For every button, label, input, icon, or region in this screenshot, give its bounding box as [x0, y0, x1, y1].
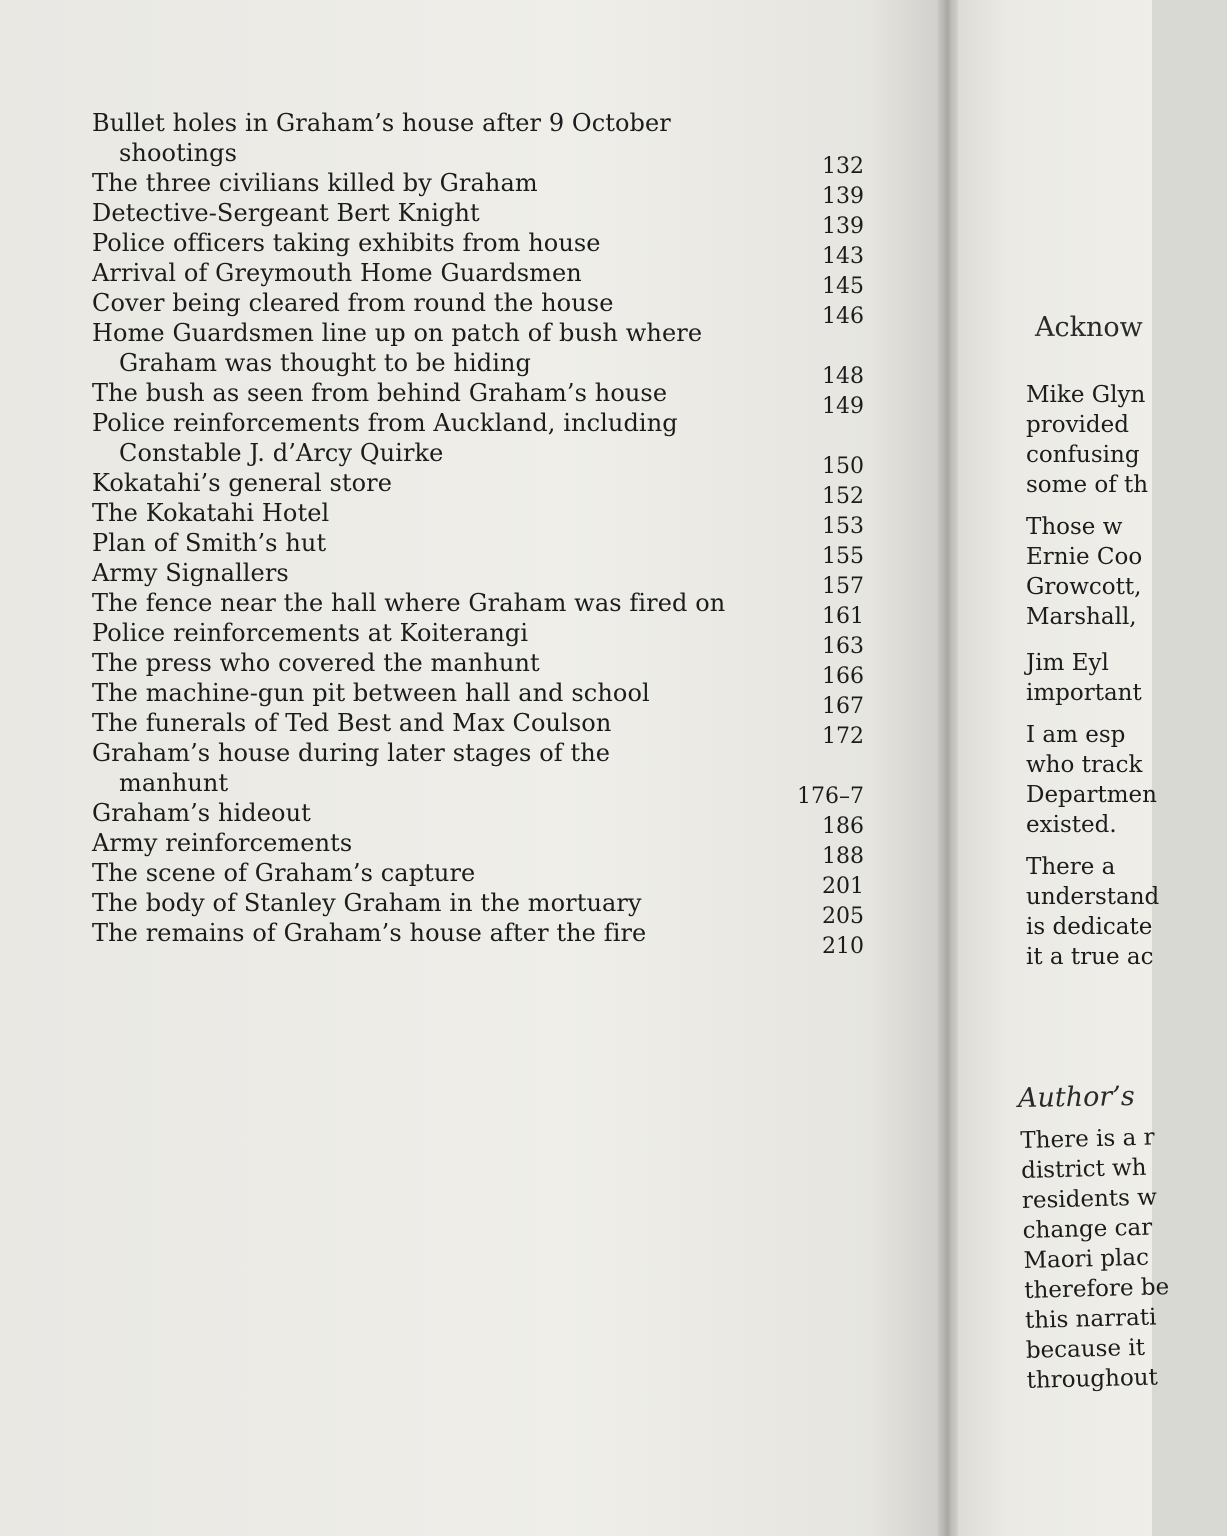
illustration-entry [92, 168, 872, 209]
paragraph-line: There is a r [1020, 1124, 1155, 1154]
illustration-entry [92, 468, 872, 509]
acknowledgement-paragraph [1026, 720, 1226, 840]
page-number: 176–7 [797, 784, 864, 809]
illustration-caption-line: The body of Stanley Graham in the mortuary [92, 889, 642, 917]
illustration-caption-line: Plan of Smith’s hut [92, 529, 327, 557]
paragraph-line: it a true ac [1026, 944, 1154, 970]
paragraph-line: Those w [1026, 514, 1123, 540]
illustration-caption-line: Kokatahi’s general store [92, 469, 393, 497]
paragraph-line: Departmen [1026, 782, 1157, 808]
page-number: 155 [822, 544, 864, 569]
illustration-caption-line: Home Guardsmen line up on patch of bush where [92, 319, 703, 347]
paragraph-line: Jim Eyl [1026, 650, 1109, 676]
illustration-caption-line: Graham’s house during later stages of the [92, 739, 611, 767]
illustration-caption-line: shootings [119, 139, 238, 167]
illustration-caption-line: The three civilians killed by Graham [92, 169, 538, 197]
illustration-caption-line: Cover being cleared from round the house [92, 289, 614, 317]
paragraph-line: I am esp [1026, 722, 1126, 748]
illustration-entry [92, 198, 872, 239]
page-number: 157 [822, 574, 864, 599]
illustrations-list [92, 108, 872, 959]
authors-note-paragraph [1020, 1121, 1227, 1396]
paragraph-line: important [1026, 680, 1142, 706]
page-number: 167 [822, 694, 864, 719]
page-number: 152 [822, 484, 864, 509]
page-number: 172 [822, 724, 864, 749]
illustration-caption-line: Arrival of Greymouth Home Guardsmen [92, 259, 582, 287]
paragraph-line: Ernie Coo [1026, 544, 1143, 570]
paragraph-line: therefore be [1023, 1274, 1170, 1304]
illustration-entry [92, 858, 872, 899]
paragraph-line: existed. [1026, 812, 1117, 838]
illustration-entry [92, 588, 872, 629]
illustration-caption-line: Army reinforcements [92, 829, 353, 857]
paragraph-line: Marshall, [1026, 604, 1137, 630]
paragraph-line: because it [1025, 1334, 1146, 1364]
illustration-caption-line: Police reinforcements at Koiterangi [92, 619, 529, 647]
illustration-caption-line: Graham’s hideout [92, 799, 311, 827]
page-number: 161 [822, 604, 864, 629]
illustration-entry [92, 378, 872, 419]
illustration-caption-line: The remains of Graham’s house after the fire [92, 919, 647, 947]
page-number: 166 [822, 664, 864, 689]
illustration-entry [92, 648, 872, 689]
illustration-entry [92, 618, 872, 659]
illustration-caption-line: Detective-Sergeant Bert Knight [92, 199, 480, 227]
paragraph-line: confusing [1026, 442, 1140, 468]
page-number: 163 [822, 634, 864, 659]
page-number: 150 [822, 454, 864, 479]
page-number: 210 [822, 934, 864, 959]
paragraph-line: throughout [1026, 1364, 1159, 1394]
illustration-caption-line: The bush as seen from behind Graham’s house [92, 379, 668, 407]
illustration-caption-line: Graham was thought to be hiding [119, 349, 532, 377]
page-number: 143 [822, 244, 864, 269]
illustration-caption-line: The press who covered the manhunt [92, 649, 540, 677]
illustration-caption-line: Army Signallers [92, 559, 289, 587]
illustration-entry [92, 678, 872, 719]
page-number: 145 [822, 274, 864, 299]
page-number: 148 [822, 364, 864, 389]
paragraph-line: some of th [1026, 472, 1149, 498]
illustration-caption-line: Police officers taking exhibits from house [92, 229, 601, 257]
illustration-entry [92, 258, 872, 299]
paragraph-line: this narrati [1024, 1304, 1157, 1334]
page-number: 205 [822, 904, 864, 929]
acknowledgement-paragraph [1026, 852, 1226, 972]
acknowledgements-heading: Acknow [1035, 312, 1143, 343]
authors-note-heading: Author’s [1017, 1080, 1135, 1115]
illustration-entry [92, 318, 872, 389]
illustration-caption-line: Police reinforcements from Auckland, including [92, 409, 678, 437]
paragraph-line: Maori plac [1023, 1244, 1150, 1274]
illustration-caption-line: The machine-gun pit between hall and school [92, 679, 650, 707]
illustration-entry [92, 918, 872, 959]
page-number: 186 [822, 814, 864, 839]
page-number: 139 [822, 184, 864, 209]
page-number: 139 [822, 214, 864, 239]
page-number: 149 [822, 394, 864, 419]
illustration-entry [92, 828, 872, 869]
acknowledgement-paragraph [1026, 512, 1226, 632]
paragraph-line: Growcott, [1026, 574, 1142, 600]
page-number: 188 [822, 844, 864, 869]
illustration-caption-line: The Kokatahi Hotel [92, 499, 330, 527]
paragraph-line: understand [1026, 884, 1160, 910]
paragraph-line: residents w [1021, 1184, 1158, 1214]
illustration-caption-line: Constable J. d’Arcy Quirke [119, 439, 444, 467]
illustration-entry [92, 888, 872, 929]
paragraph-line: who track [1026, 752, 1143, 778]
illustration-caption-line: The scene of Graham’s capture [92, 859, 476, 887]
page-number: 153 [822, 514, 864, 539]
page-number: 132 [822, 154, 864, 179]
illustration-entry [92, 498, 872, 539]
page-number: 146 [822, 304, 864, 329]
acknowledgement-paragraph [1026, 648, 1226, 708]
illustration-caption-line: Bullet holes in Graham’s house after 9 October [92, 109, 671, 137]
book-gutter [938, 0, 960, 1536]
illustration-entry [92, 528, 872, 569]
illustration-entry [92, 228, 872, 269]
illustration-caption-line: The fence near the hall where Graham was fired on [92, 589, 726, 617]
paragraph-line: There a [1026, 854, 1116, 880]
illustration-entry [92, 708, 872, 749]
paragraph-line: is dedicate [1026, 914, 1153, 940]
paragraph-line: Mike Glyn [1026, 382, 1146, 408]
illustration-entry [92, 558, 872, 599]
illustration-caption-line: The funerals of Ted Best and Max Coulson [92, 709, 612, 737]
illustration-entry [92, 108, 872, 179]
paragraph-line: provided [1026, 412, 1129, 438]
paragraph-line: change car [1022, 1214, 1153, 1244]
illustration-caption-line: manhunt [119, 769, 229, 797]
illustration-entry [92, 738, 872, 809]
acknowledgement-paragraph [1026, 380, 1226, 500]
illustration-entry [92, 408, 872, 479]
illustration-entry [92, 798, 872, 839]
illustration-entry [92, 288, 872, 329]
page-number: 201 [822, 874, 864, 899]
paragraph-line: district wh [1020, 1154, 1147, 1184]
